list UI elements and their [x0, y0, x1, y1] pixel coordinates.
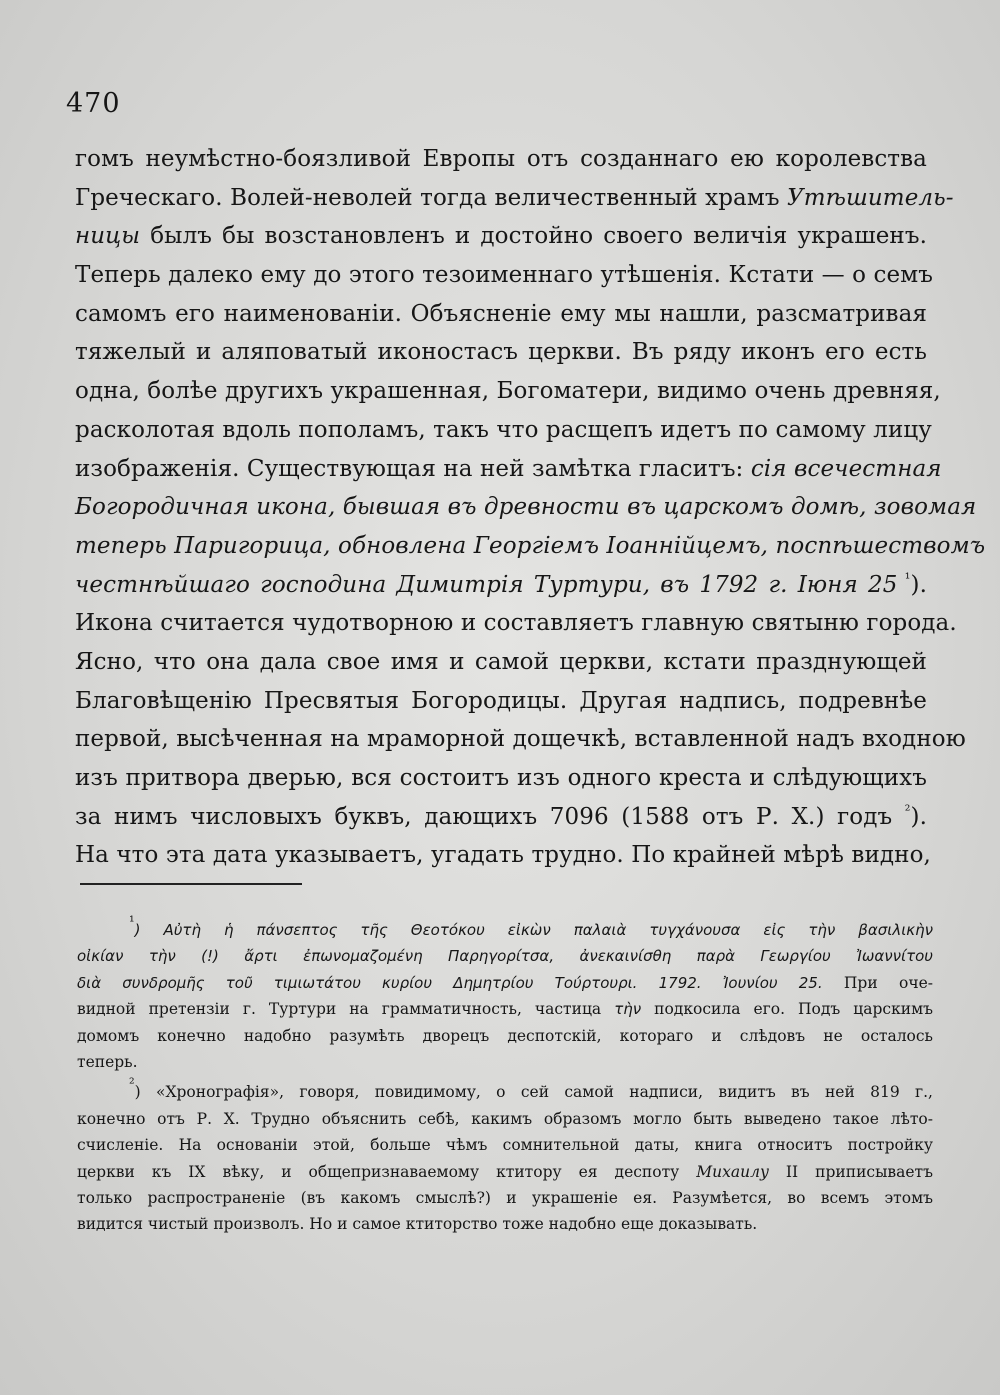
greek-text-segment: οἰκίαν τὴν (!) ἄρτι ἐπωνομαζομένη Παρηγορίτσα, ἀνεκαινίσθη παρὰ Γεωργίου Ἰωαννίτου: [77, 947, 933, 966]
text-line: [75, 643, 927, 682]
text-line: [75, 836, 931, 875]
footnote-marker: ¹: [129, 914, 135, 930]
italic-text-segment: теперь Паригорица, обновлена Георгіемъ Іоаннійцемъ, поспѣшествомъ: [75, 532, 986, 559]
text-segment: видной претензіи г. Туртури на грамматичность, частица: [77, 1000, 615, 1019]
text-line: [75, 179, 954, 218]
text-segment: былъ бы возстановленъ и достойно своего величія украшенъ.: [140, 223, 927, 250]
text-line: [75, 217, 927, 256]
greek-text-segment: διὰ συνδρομῆς τοῦ τιμιωτάτου κυρίου Δημητρίου Τούρτουρι. 1792. Ἰουνίου 25.: [77, 973, 823, 992]
footnote-line: [77, 1185, 933, 1211]
footnote-line: [77, 1211, 933, 1237]
footnote-line: [77, 1132, 933, 1158]
footnote-separator-rule: [80, 883, 302, 885]
text-segment: счисленіе. На основаніи этой, больше чѣмъ сомнительной даты, книга относитъ постройку: [77, 1136, 933, 1155]
text-segment: самомъ его наименованіи. Объясненіе ему мы нашли, разсматривая: [75, 300, 927, 327]
footnote-line: [77, 1076, 933, 1105]
text-segment: домомъ конечно надобно разумѣть дворецъ деспотскій, котораго и слѣдовъ не осталось: [77, 1026, 933, 1045]
text-segment: Теперь далеко ему до этого тезоименнаго утѣшенія. Кстати — о семъ: [75, 262, 933, 289]
footnote-marker: ¹: [897, 570, 911, 587]
footnote-line: [77, 914, 933, 943]
text-segment: изъ притвора дверью, вся состоитъ изъ одного креста и слѣдующихъ: [75, 765, 927, 791]
footnote-1: [77, 914, 934, 1075]
text-line: [75, 372, 941, 411]
text-segment: конечно отъ Р. Х. Трудно объяснить себѣ, какимъ образомъ могло быть выведено такое лѣто-: [77, 1109, 933, 1128]
text-segment: ).: [910, 803, 927, 830]
footnote-line: [77, 943, 933, 969]
text-segment: ).: [910, 571, 928, 598]
text-segment: церкви къ IX вѣку, и общепризнаваемому ктитору ея деспоту: [77, 1162, 697, 1181]
text-segment: ) «Хронографія», говоря, повидимому, о сей самой надписи, видитъ въ ней 819 г.,: [134, 1083, 933, 1102]
text-segment: расколотая вдоль пополамъ, такъ что расщепъ идетъ по самому лицу: [75, 416, 932, 443]
text-segment: Благовѣщенію Пресвятыя Богородицы. Другая надпись, подревнѣе: [75, 687, 927, 714]
text-segment: изображенія. Существующая на ней замѣтка гласитъ:: [75, 455, 751, 482]
footnote-line: [77, 1023, 933, 1049]
main-text-block: [75, 140, 986, 875]
footnote-marker: ²: [129, 1076, 135, 1093]
text-segment: видится чистый произволъ. Но и самое ктиторство тоже надобно еще доказывать.: [77, 1215, 758, 1234]
text-segment: II приписываетъ: [768, 1162, 933, 1181]
footnote-line: [77, 1159, 933, 1185]
italic-text-segment: честнѣйшаго господина Димитрія Туртури, въ 1792 г. Іюня 25: [75, 571, 898, 598]
footnote-line: [77, 1049, 933, 1075]
footnote-line: [77, 1106, 933, 1132]
italic-text-segment: Михаилу: [696, 1162, 769, 1181]
text-segment: подкосила его. Подъ царскимъ: [641, 1000, 934, 1019]
greek-text-segment: τὴν: [614, 1000, 642, 1019]
text-line: [75, 450, 942, 489]
text-line: [75, 333, 927, 372]
text-segment: гомъ неумѣстно-боязливой Европы отъ созданнаго ею королевства: [75, 146, 927, 172]
text-segment: На что эта дата указываетъ, угадать трудно. По крайней мѣрѣ видно,: [75, 842, 931, 869]
text-segment: за нимъ числовыхъ буквъ, дающихъ 7096 (1588 отъ Р. Х.) годъ: [75, 803, 905, 830]
page-number: 470: [66, 88, 121, 119]
text-segment: Греческаго. Волей-неволей тогда величественный храмъ: [75, 184, 787, 211]
text-line: [75, 604, 957, 643]
text-line: [75, 682, 927, 721]
text-line: [75, 256, 933, 295]
footnote-line: [77, 970, 933, 996]
italic-text-segment: ницы: [75, 223, 141, 250]
italic-text-segment: Утѣшитель-: [786, 184, 954, 211]
footnote-2: [77, 1076, 933, 1237]
text-line: [75, 488, 977, 527]
text-line: [75, 798, 927, 837]
text-segment: первой, высѣченная на мраморной дощечкѣ, вставленной надъ входною: [75, 726, 966, 753]
text-line: [75, 295, 927, 334]
text-line: [75, 720, 966, 759]
text-line: [75, 566, 927, 605]
footnote-line: [77, 996, 933, 1022]
text-segment: только распространеніе (въ какомъ смыслѣ?) и украшеніе ея. Разумѣется, во всемъ этомъ: [77, 1188, 933, 1207]
footnote-marker: ²: [904, 802, 911, 819]
italic-text-segment: Богородичная икона, бывшая въ древности въ царскомъ домѣ, зовомая: [75, 494, 977, 521]
footnotes-block: [77, 914, 934, 1238]
text-segment: Ясно, что она дала свое имя и самой церкви, кстати празднующей: [75, 648, 927, 675]
text-segment: тяжелый и аляповатый иконостасъ церкви. Въ ряду иконъ его есть: [75, 339, 927, 366]
text-segment: одна, болѣе другихъ украшенная, Богоматери, видимо очень древняя,: [75, 378, 941, 405]
text-segment: При оче-: [822, 973, 933, 992]
text-segment: теперь.: [77, 1052, 138, 1071]
greek-text-segment: ) Αὐτὴ ἡ πάνσεπτος τῆς Θεοτόκου εἰκὼν παλαιὰ τυγχάνουσα εἰς τὴν βασιλικὴν: [134, 921, 933, 939]
text-line: [75, 759, 927, 798]
text-segment: Икона считается чудотворною и составляетъ главную святыню города.: [75, 610, 957, 637]
text-line: [75, 140, 927, 179]
italic-text-segment: сія всечестная: [750, 455, 942, 482]
text-line: [75, 527, 986, 566]
text-line: [75, 411, 932, 450]
